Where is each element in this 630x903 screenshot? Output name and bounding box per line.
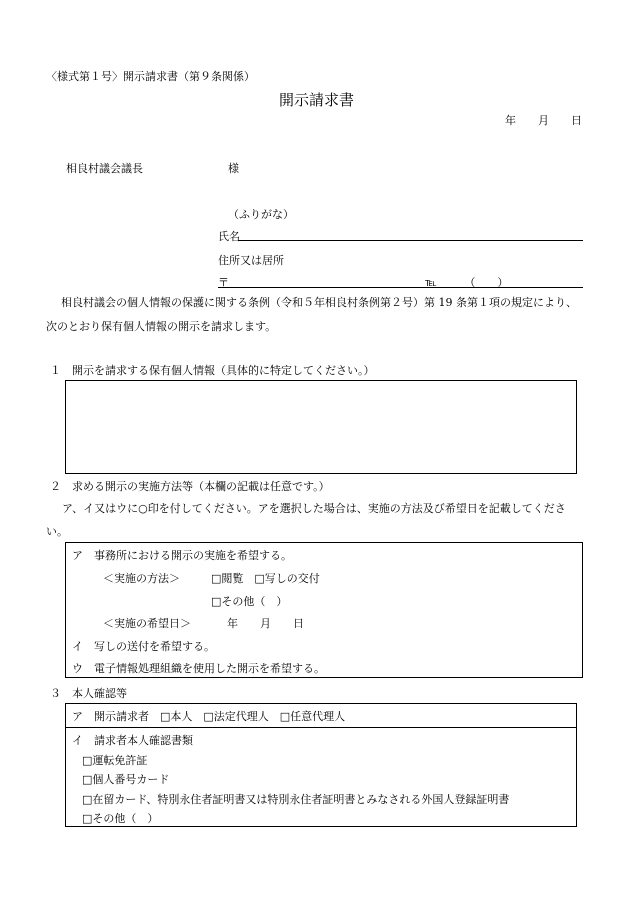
postal-mark: 〒 bbox=[218, 276, 229, 289]
address-label: 住所又は居所 bbox=[218, 254, 284, 267]
form-label: 〈様式第１号〉開示請求書（第９条関係） bbox=[46, 70, 255, 83]
option-i[interactable]: イ 写しの送付を希望する。 bbox=[72, 640, 215, 653]
name-field[interactable] bbox=[238, 240, 583, 241]
option-u[interactable]: ウ 電子情報処理組織を使用した開示を希望する。 bbox=[72, 662, 325, 675]
option-a[interactable]: ア 事務所における開示の実施を希望する。 bbox=[72, 549, 292, 562]
identity-divider bbox=[65, 727, 577, 728]
addressee-name: 相良村議会議長 bbox=[66, 162, 143, 175]
addressee-honorific: 様 bbox=[228, 162, 239, 175]
furigana-label: （ふりがな） bbox=[228, 208, 294, 221]
id-doc-other[interactable]: □その他（ ） bbox=[82, 812, 159, 825]
section2-heading: ２ 求める開示の実施方法等（本欄の記載は任意です。） bbox=[50, 480, 330, 493]
section2-instruction-1: ア、イ又はウに○印を付してください。アを選択した場合は、実施の方法及び希望日を記載してくださ bbox=[62, 502, 566, 515]
id-documents-title: イ 請求者本人確認書類 bbox=[72, 734, 193, 747]
requester-type-row[interactable]: ア 開示請求者 □本人 □法定代理人 □任意代理人 bbox=[72, 710, 346, 723]
address-field[interactable] bbox=[218, 287, 583, 288]
id-doc-drivers-license[interactable]: □運転免許証 bbox=[82, 754, 148, 767]
section1-heading: １ 開示を請求する保有個人情報（具体的に特定してください。） bbox=[50, 364, 375, 377]
section2-instruction-2: い。 bbox=[46, 525, 68, 538]
tel-label: ℡ （ ） bbox=[425, 276, 509, 289]
desired-date[interactable]: 年 月 日 bbox=[227, 617, 304, 630]
method-choice-2[interactable]: □その他（ ） bbox=[211, 595, 288, 608]
date-label: ＜実施の希望日＞ bbox=[103, 617, 191, 630]
id-doc-residence-card[interactable]: □在留カード、特別永住者証明書又は特別永住者証明書とみなされる外国人登録証明書 bbox=[82, 793, 510, 806]
name-label: 氏名 bbox=[218, 230, 240, 243]
requested-info-box[interactable] bbox=[65, 380, 577, 474]
method-label: ＜実施の方法＞ bbox=[103, 572, 180, 585]
intro-line-2: 次のとおり保有個人情報の開示を請求します。 bbox=[46, 320, 277, 333]
section3-heading: ３ 本人確認等 bbox=[50, 687, 127, 700]
intro-line-1: 相良村議会の個人情報の保護に関する条例（令和５年相良村条例第２号）第 19 条第１項の規定により、 bbox=[61, 296, 577, 309]
date-line: 年 月 日 bbox=[505, 114, 582, 127]
id-doc-my-number-card[interactable]: □個人番号カード bbox=[82, 773, 170, 786]
method-choice-1[interactable]: □閲覧 □写しの交付 bbox=[211, 572, 320, 585]
document-title: 開示請求書 bbox=[279, 91, 355, 109]
